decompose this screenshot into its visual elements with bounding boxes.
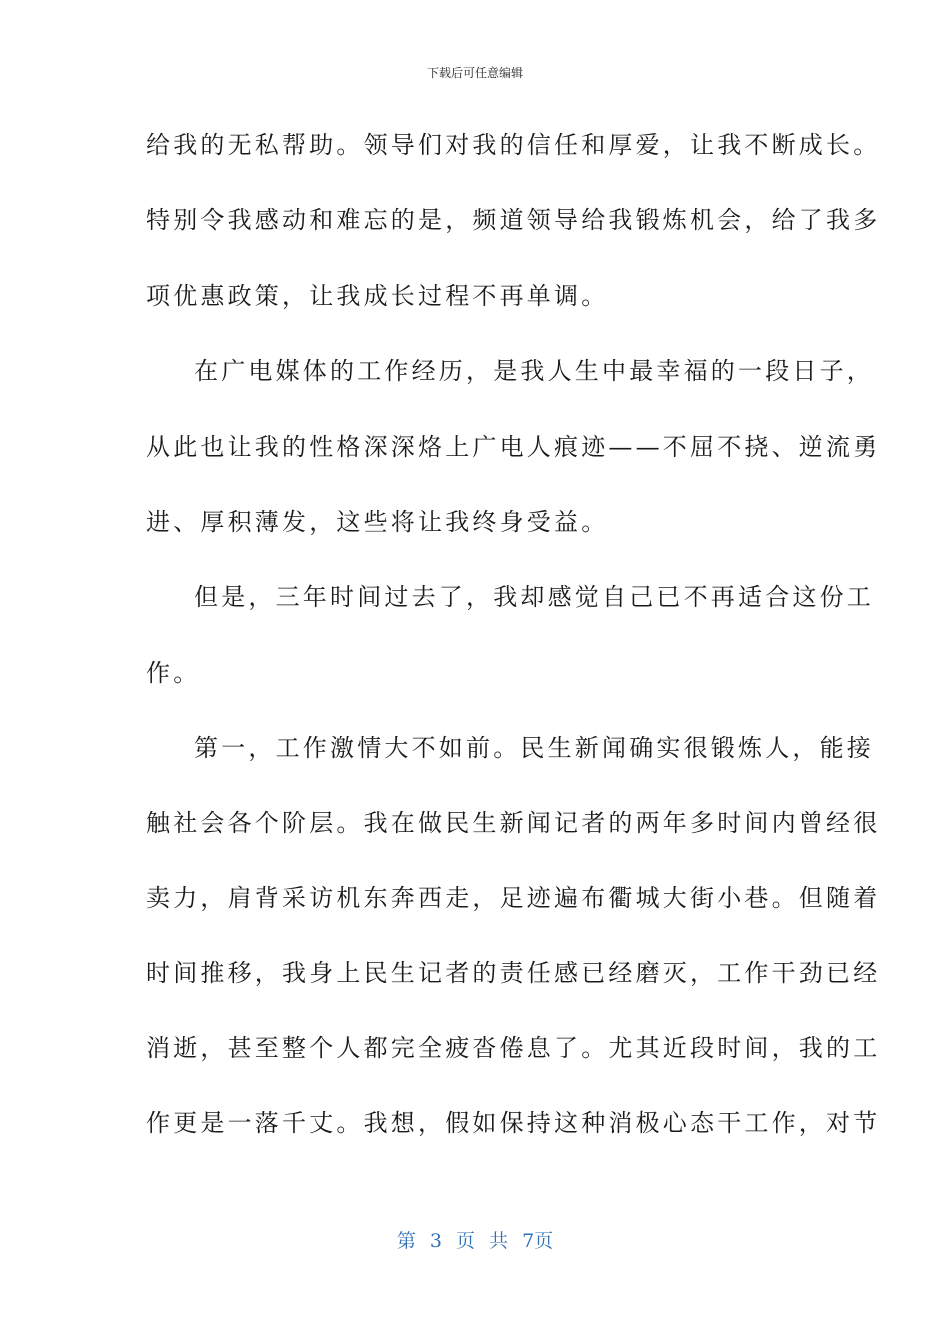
text-line-11: 卖力，肩背采访机东奔西走，足迹遍布衢城大街小巷。但随着: [146, 884, 881, 912]
page-header: 下载后可任意编辑: [426, 66, 523, 80]
text-line-13: 消逝，甚至整个人都完全疲沓倦息了。尤其近段时间，我的工: [146, 1034, 881, 1062]
text-line-4: 在广电媒体的工作经历，是我人生中最幸福的一段日子，: [194, 357, 874, 385]
text-line-12: 时间推移，我身上民生记者的责任感已经磨灭，工作干劲已经: [146, 959, 881, 987]
text-line-9: 第一，工作激情大不如前。民生新闻确实很锻炼人，能接: [194, 734, 874, 762]
text-line-1: 给我的无私帮助。领导们对我的信任和厚爱，让我不断成长。: [146, 131, 881, 159]
text-line-6: 进、厚积薄发，这些将让我终身受益。: [146, 508, 609, 536]
text-line-5: 从此也让我的性格深深烙上广电人痕迹——不屈不挠、逆流勇: [146, 433, 881, 461]
text-line-10: 触社会各个阶层。我在做民生新闻记者的两年多时间内曾经很: [146, 809, 881, 837]
text-line-8: 作。: [146, 659, 201, 687]
text-line-2: 特别令我感动和难忘的是，频道领导给我锻炼机会，给了我多: [146, 206, 881, 234]
page-footer: 第 3 页 共 7页: [396, 1230, 554, 1252]
text-line-3: 项优惠政策，让我成长过程不再单调。: [146, 282, 609, 310]
text-line-7: 但是，三年时间过去了，我却感觉自己已不再适合这份工: [194, 583, 874, 611]
text-line-14: 作更是一落千丈。我想，假如保持这种消极心态干工作，对节: [146, 1109, 881, 1137]
